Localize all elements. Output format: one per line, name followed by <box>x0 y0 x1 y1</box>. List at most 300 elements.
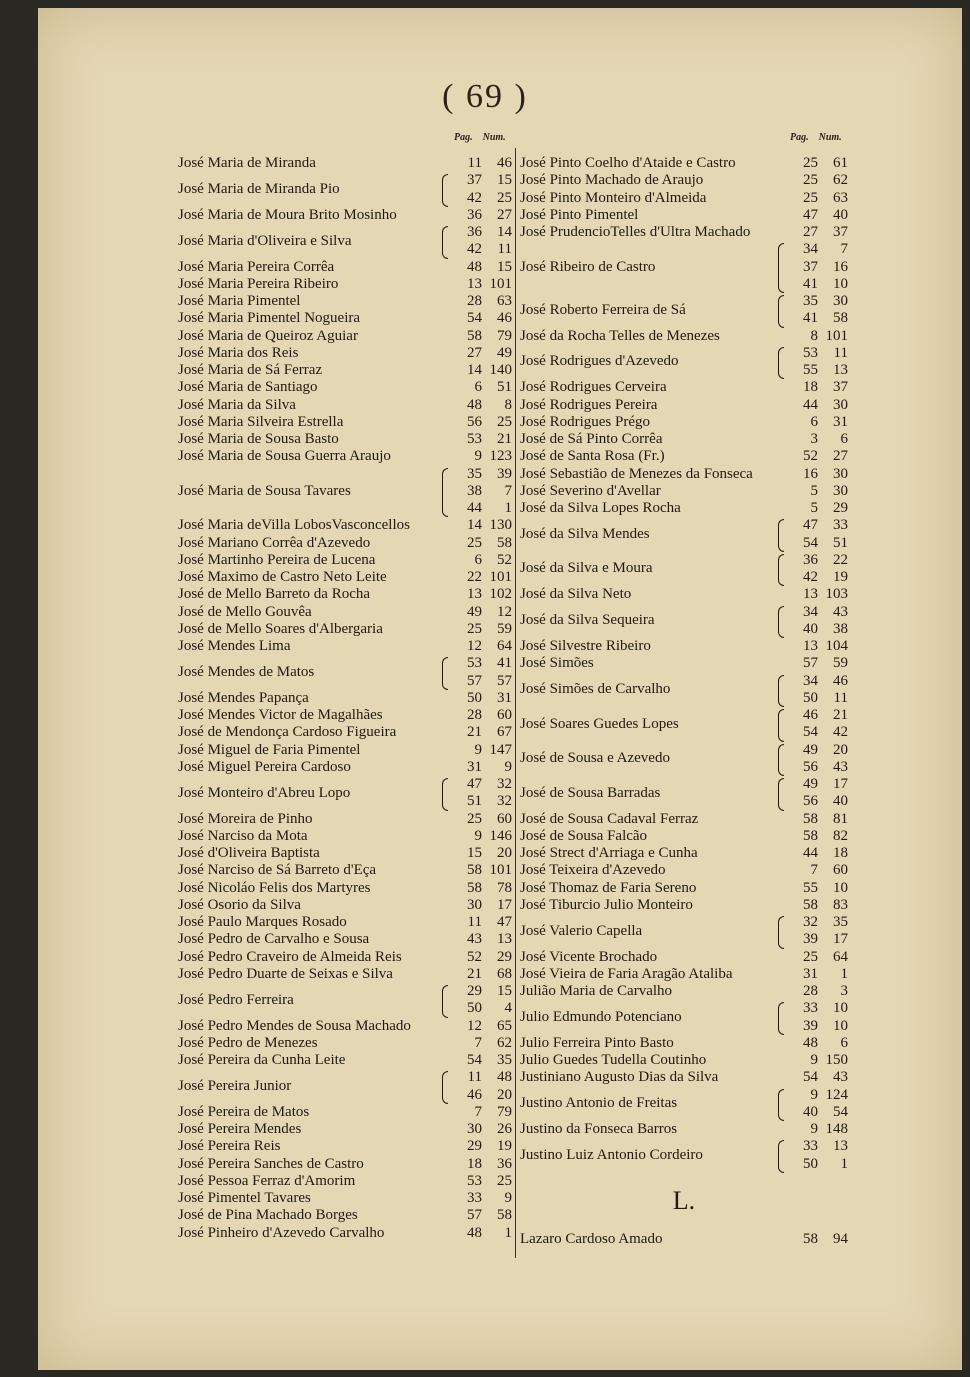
index-entry <box>520 897 848 914</box>
number-ref: 10 <box>833 1017 848 1034</box>
number-ref: 57 <box>497 672 512 689</box>
ref-line <box>448 414 512 431</box>
index-entry <box>178 759 512 776</box>
number-ref: 22 <box>833 551 848 568</box>
ref-line <box>448 397 512 414</box>
index-entry <box>520 207 848 224</box>
index-entry <box>178 880 512 897</box>
number-ref: 29 <box>833 500 848 516</box>
number-ref: 9 <box>504 758 512 775</box>
entry-refs <box>448 880 512 897</box>
ref-line <box>784 328 848 345</box>
ref-line <box>784 897 848 914</box>
entry-refs <box>784 1000 848 1035</box>
ref-line <box>784 362 848 379</box>
page-ref: 35 <box>803 293 818 309</box>
entry-refs <box>448 517 512 534</box>
number-ref: 82 <box>833 827 848 844</box>
number-ref: 17 <box>833 931 848 948</box>
index-entry <box>520 172 848 189</box>
ref-line <box>784 1035 848 1052</box>
page-ref: 31 <box>803 965 818 982</box>
ref-line <box>784 1087 848 1104</box>
number-ref: 62 <box>833 172 848 189</box>
entry-name: José Vieira de Faria Aragão Ataliba <box>520 965 733 982</box>
page-ref: 53 <box>467 655 482 672</box>
entry-refs <box>784 552 848 587</box>
entry-name: José Thomaz de Faria Sereno <box>520 879 697 896</box>
page-ref: 38 <box>467 482 482 499</box>
index-entry <box>520 983 848 1000</box>
number-ref: 64 <box>833 948 848 965</box>
entry-refs <box>448 1138 512 1155</box>
page-ref: 11 <box>467 155 482 171</box>
number-ref: 15 <box>497 983 512 999</box>
index-entry <box>520 673 848 708</box>
page-ref: 25 <box>803 155 818 171</box>
number-ref: 35 <box>833 914 848 930</box>
number-ref: 21 <box>833 707 848 723</box>
index-entry <box>520 1231 848 1248</box>
entry-refs <box>784 1121 848 1138</box>
number-ref: 1 <box>840 965 848 982</box>
page-ref: 58 <box>467 879 482 896</box>
ref-line <box>784 224 848 241</box>
entry-name: José da Rocha Telles de Menezes <box>520 327 720 344</box>
ref-line <box>448 1052 512 1069</box>
number-ref: 6 <box>840 1034 848 1051</box>
entry-name: José Rodrigues Cerveira <box>520 379 667 396</box>
entry-refs <box>784 207 848 224</box>
ref-line <box>448 552 512 569</box>
number-ref: 32 <box>497 776 512 792</box>
page-ref: 5 <box>810 500 818 516</box>
header-pag: Pag. <box>454 132 473 143</box>
ref-line <box>784 1156 848 1173</box>
page-ref: 15 <box>467 845 482 861</box>
number-ref: 4 <box>504 1000 512 1017</box>
index-entry <box>178 552 512 569</box>
index-entry <box>520 1121 848 1138</box>
entry-refs <box>784 431 848 448</box>
index-entry <box>520 190 848 207</box>
page-ref: 25 <box>803 189 818 206</box>
entry-refs <box>784 845 848 862</box>
number-ref: 102 <box>489 586 512 603</box>
entry-refs <box>784 673 848 708</box>
index-entry <box>520 742 848 777</box>
entry-name: José Pedro Ferreira <box>178 991 294 1008</box>
ref-line <box>448 207 512 224</box>
page-ref: 47 <box>467 776 482 792</box>
index-entry <box>178 914 512 931</box>
entry-refs <box>448 914 512 931</box>
entry-name: José de Mello Barreto da Rocha <box>178 586 371 603</box>
entry-refs <box>448 345 512 362</box>
ref-line <box>784 466 848 483</box>
number-ref: 78 <box>497 879 512 896</box>
index-entry <box>178 742 512 759</box>
ref-line <box>448 776 512 793</box>
page-ref: 21 <box>467 724 482 741</box>
index-entry <box>178 811 512 828</box>
entry-name: José Nicoláo Felis dos Martyres <box>178 879 371 896</box>
entry-name: Justiniano Augusto Dias da Silva <box>520 1069 719 1086</box>
index-entry <box>178 517 512 534</box>
ref-line <box>448 949 512 966</box>
entry-name: José Narciso de Sá Barreto d'Eça <box>178 862 377 879</box>
entry-name: José Mendes Papança <box>178 689 309 706</box>
ref-line <box>784 517 848 534</box>
page-ref: 47 <box>803 206 818 223</box>
page-ref: 40 <box>803 620 818 637</box>
index-entry <box>178 845 512 862</box>
entry-refs <box>784 345 848 380</box>
entry-name: José de Mello Soares d'Albergaria <box>178 620 383 637</box>
entry-refs <box>448 414 512 431</box>
number-ref: 59 <box>497 620 512 637</box>
page-ref: 48 <box>803 1034 818 1051</box>
ref-line <box>448 759 512 776</box>
ref-line <box>784 1104 848 1121</box>
index-entry <box>520 1087 848 1122</box>
entry-refs <box>448 397 512 414</box>
entry-name: José de Sousa e Azevedo <box>520 750 670 767</box>
page-ref: 16 <box>803 465 818 482</box>
ref-line <box>448 379 512 396</box>
ref-line <box>784 414 848 431</box>
index-entry <box>520 500 848 517</box>
index-entry <box>520 655 848 672</box>
index-entry <box>178 1121 512 1138</box>
number-ref: 10 <box>833 879 848 896</box>
ref-line <box>448 431 512 448</box>
entry-name: Julio Guedes Tudella Coutinho <box>520 1052 707 1068</box>
entry-name: José Severino d'Avellar <box>520 482 661 499</box>
page-ref: 42 <box>467 189 482 206</box>
index-entry <box>520 379 848 396</box>
number-ref: 31 <box>833 413 848 430</box>
entry-refs <box>448 604 512 621</box>
number-ref: 6 <box>840 431 848 447</box>
ref-line <box>784 673 848 690</box>
number-ref: 9 <box>504 1190 512 1206</box>
number-ref: 3 <box>840 983 848 999</box>
entry-name: José Maria da Silva <box>178 396 296 413</box>
entry-refs <box>448 552 512 569</box>
ref-line <box>784 586 848 603</box>
number-ref: 83 <box>833 896 848 913</box>
entry-name: José Valerio Capella <box>520 922 643 939</box>
header-pag: Pag. <box>790 132 809 143</box>
number-ref: 37 <box>833 224 848 240</box>
number-ref: 40 <box>833 206 848 223</box>
page-ref: 57 <box>803 655 818 672</box>
page-ref: 34 <box>803 241 818 258</box>
entry-name: José Simões de Carvalho <box>520 681 671 698</box>
index-entry <box>520 241 848 293</box>
page-ref: 54 <box>803 534 818 551</box>
ref-line <box>784 604 848 621</box>
ref-line <box>448 293 512 310</box>
entry-name: José Tiburcio Julio Monteiro <box>520 896 693 913</box>
number-ref: 51 <box>833 534 848 551</box>
index-entry <box>520 155 848 172</box>
index-entry <box>178 397 512 414</box>
entry-refs <box>784 742 848 777</box>
number-ref: 15 <box>497 172 512 189</box>
entry-refs <box>448 759 512 776</box>
number-ref: 10 <box>833 1000 848 1017</box>
index-entry <box>178 707 512 724</box>
entry-refs <box>784 293 848 328</box>
number-ref: 68 <box>497 965 512 982</box>
number-ref: 7 <box>840 241 848 258</box>
entry-refs <box>448 621 512 638</box>
index-entry <box>520 1052 848 1069</box>
entry-refs <box>448 466 512 518</box>
entry-name: José Mendes de Matos <box>178 663 315 680</box>
number-ref: 43 <box>833 758 848 775</box>
number-ref: 46 <box>833 672 848 689</box>
index-entry <box>520 845 848 862</box>
page-ref: 27 <box>467 344 482 361</box>
index-entry <box>520 483 848 500</box>
ref-line <box>448 345 512 362</box>
page-ref: 5 <box>810 482 818 499</box>
entry-refs <box>448 845 512 862</box>
entry-refs <box>448 1190 512 1207</box>
page-ref: 28 <box>803 983 818 999</box>
page-ref: 28 <box>467 293 482 309</box>
entry-refs <box>448 1052 512 1069</box>
number-ref: 146 <box>489 827 512 844</box>
ref-line <box>448 1035 512 1052</box>
entry-refs <box>448 638 512 655</box>
number-ref: 58 <box>497 534 512 551</box>
number-ref: 101 <box>489 275 512 292</box>
page-ref: 25 <box>803 172 818 189</box>
page-ref: 49 <box>803 776 818 792</box>
index-entry <box>178 293 512 310</box>
page-ref: 3 <box>810 431 818 447</box>
index-entry <box>178 431 512 448</box>
index-entry <box>520 828 848 845</box>
entry-refs <box>784 897 848 914</box>
entry-refs <box>448 1104 512 1121</box>
page-ref: 48 <box>467 1224 482 1241</box>
page-ref: 53 <box>803 344 818 361</box>
number-ref: 63 <box>497 293 512 309</box>
number-ref: 11 <box>497 241 512 258</box>
index-entry <box>178 1104 512 1121</box>
entry-refs <box>784 1138 848 1173</box>
entry-refs <box>784 1069 848 1086</box>
index-entry <box>178 931 512 948</box>
entry-name: José Vicente Brochado <box>520 948 658 965</box>
page-ref: 43 <box>467 931 482 948</box>
index-entry <box>520 466 848 483</box>
page-ref: 18 <box>467 1155 482 1172</box>
page-ref: 54 <box>803 724 818 741</box>
entry-refs <box>448 966 512 983</box>
entry-name: Justino Luiz Antonio Cordeiro <box>520 1146 703 1163</box>
index-entry <box>520 707 848 742</box>
ref-line <box>784 483 848 500</box>
number-ref: 20 <box>833 741 848 758</box>
entry-name: José de Sousa Falcão <box>520 827 648 844</box>
number-ref: 81 <box>833 810 848 827</box>
entry-refs <box>448 1156 512 1173</box>
page-ref: 9 <box>810 1121 818 1137</box>
ref-line <box>784 828 848 845</box>
entry-refs <box>448 155 512 172</box>
entry-refs <box>784 328 848 345</box>
ref-line <box>784 431 848 448</box>
entry-name: José Pereira da Cunha Leite <box>178 1052 346 1068</box>
number-ref: 47 <box>497 914 512 930</box>
entry-name: José da Silva Lopes Rocha <box>520 500 681 516</box>
page-ref: 7 <box>810 862 818 879</box>
entry-refs <box>448 379 512 396</box>
ref-line <box>448 517 512 534</box>
index-entry <box>178 310 512 327</box>
ref-line <box>448 1173 512 1190</box>
entry-refs <box>784 466 848 483</box>
entry-refs <box>448 949 512 966</box>
entry-name: José Pinto Monteiro d'Almeida <box>520 189 707 206</box>
number-ref: 63 <box>833 189 848 206</box>
entry-refs <box>784 776 848 811</box>
ref-line <box>784 310 848 327</box>
entry-name: José Pereira Junior <box>178 1077 292 1094</box>
ref-line <box>448 1000 512 1017</box>
index-entry <box>520 1069 848 1086</box>
page-ref: 41 <box>803 275 818 292</box>
entry-refs <box>784 517 848 552</box>
index-entry <box>520 1035 848 1052</box>
number-ref: 41 <box>497 655 512 672</box>
page-ref: 18 <box>803 379 818 396</box>
entry-refs <box>448 690 512 707</box>
number-ref: 150 <box>825 1052 848 1068</box>
page-ref: 12 <box>467 1017 482 1034</box>
ref-line <box>448 983 512 1000</box>
entry-name: José Pessoa Ferraz d'Amorim <box>178 1172 356 1189</box>
page-ref: 9 <box>810 1086 818 1103</box>
ref-line <box>784 1138 848 1155</box>
page-ref: 7 <box>474 1034 482 1051</box>
entry-name: José Pinheiro d'Azevedo Carvalho <box>178 1224 385 1241</box>
number-ref: 101 <box>489 862 512 879</box>
page-ref: 46 <box>467 1086 482 1103</box>
entry-name: José Mariano Corrêa d'Azevedo <box>178 534 371 551</box>
page-ref: 58 <box>803 827 818 844</box>
ref-line <box>784 535 848 552</box>
entry-name: José de Sousa Cadaval Ferraz <box>520 810 699 827</box>
number-ref: 7 <box>504 482 512 499</box>
page-ref: 21 <box>467 965 482 982</box>
number-ref: 54 <box>833 1103 848 1120</box>
page-ref: 37 <box>467 172 482 189</box>
number-ref: 33 <box>833 517 848 534</box>
ref-line <box>448 1121 512 1138</box>
ref-line <box>784 655 848 672</box>
number-ref: 1 <box>840 1155 848 1172</box>
number-ref: 12 <box>497 603 512 620</box>
ref-line <box>448 621 512 638</box>
index-entry <box>178 259 512 276</box>
index-entry <box>178 535 512 552</box>
entry-name: José Teixeira d'Azevedo <box>520 862 666 879</box>
column-header-right <box>790 132 842 143</box>
entry-refs <box>784 811 848 828</box>
ref-line <box>448 466 512 483</box>
entry-name: José Moreira de Pinho <box>178 810 313 827</box>
page-ref: 33 <box>803 1000 818 1017</box>
number-ref: 13 <box>497 931 512 948</box>
entry-name: José Sebastião de Menezes da Fonseca <box>520 465 753 482</box>
entry-name: José Osorio da Silva <box>178 896 301 913</box>
entry-refs <box>448 207 512 224</box>
entry-refs <box>448 1173 512 1190</box>
entry-name: José Soares Guedes Lopes <box>520 715 679 732</box>
entry-refs <box>784 586 848 603</box>
ref-line <box>784 379 848 396</box>
index-entry <box>178 345 512 362</box>
page-ref: 39 <box>803 931 818 948</box>
index-entry <box>520 966 848 983</box>
entry-refs <box>784 190 848 207</box>
ref-line <box>448 862 512 879</box>
page-ref: 13 <box>803 586 818 603</box>
index-entry <box>178 1156 512 1173</box>
page-ref: 13 <box>467 275 482 292</box>
number-ref: 140 <box>489 362 512 378</box>
ref-line <box>448 535 512 552</box>
page-ref: 6 <box>810 413 818 430</box>
page-ref: 54 <box>467 310 482 327</box>
entry-name: José Pedro de Menezes <box>178 1034 318 1051</box>
ref-line <box>448 638 512 655</box>
column-header-left <box>454 132 506 143</box>
page-ref: 47 <box>803 517 818 534</box>
number-ref: 30 <box>833 482 848 499</box>
ref-line <box>784 241 848 258</box>
entry-refs <box>784 500 848 517</box>
entry-name: Justino Antonio de Freitas <box>520 1095 678 1112</box>
page-ref: 9 <box>474 827 482 844</box>
number-ref: 103 <box>825 586 848 603</box>
entry-name: José da Silva e Moura <box>520 560 653 577</box>
index-entry <box>178 1138 512 1155</box>
entry-name: José Pedro Duarte de Seixas e Silva <box>178 965 393 982</box>
ref-line <box>784 500 848 517</box>
index-entry <box>178 983 512 1018</box>
number-ref: 30 <box>833 293 848 309</box>
entry-name: José d'Oliveira Baptista <box>178 845 320 861</box>
index-entry <box>178 655 512 690</box>
page-ref: 46 <box>803 707 818 723</box>
page-ref: 37 <box>803 258 818 275</box>
number-ref: 17 <box>497 896 512 913</box>
entry-name: José Maria Pereira Corrêa <box>178 258 335 275</box>
number-ref: 35 <box>497 1052 512 1068</box>
ref-line <box>448 724 512 741</box>
ref-line <box>784 172 848 189</box>
page-ref: 44 <box>803 396 818 413</box>
ref-line <box>448 241 512 258</box>
